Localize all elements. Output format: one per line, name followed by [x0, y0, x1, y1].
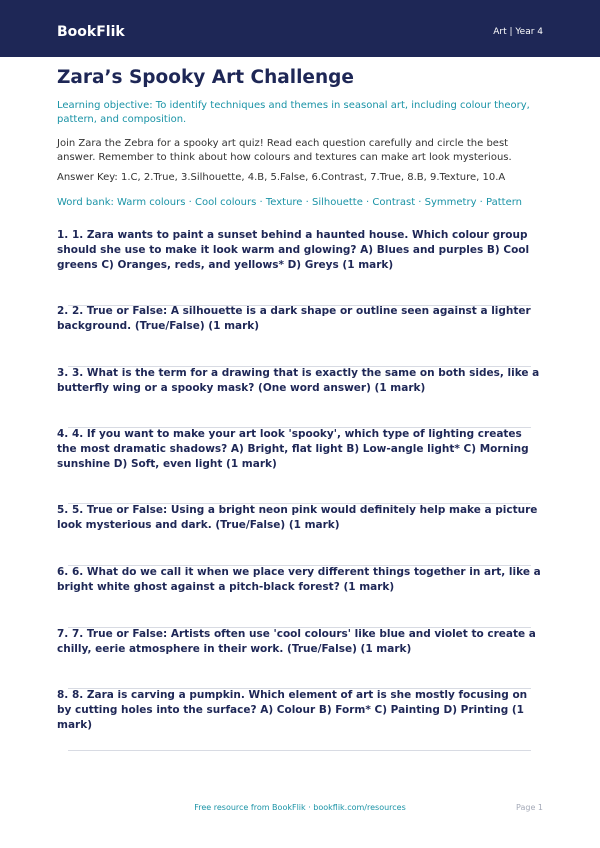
question-1: 1. 1. Zara wants to paint a sunset behind a haunted house. Which colour group should she use to make it look warm and glowing? A) Blues and purples B) Cool greens C) Oranges, reds, and yellows* D) Greys (1 mark): [57, 229, 530, 271]
answer-key: Answer Key: 1.C, 2.True, 3.Silhouette, 4.B, 5.False, 6.Contrast, 7.True, 8.B, 9.Texture, 10.A: [57, 172, 506, 183]
question-5: 5. 5. True or False: Using a bright neon pink would definitely help make a picture look mysterious and dark. (True/False) (1 mark): [57, 504, 538, 531]
question-3: 3. 3. What is the term for a drawing that is exactly the same on both sides, like a butterfly wing or a spooky mask? (One word answer) (1 mark): [57, 367, 540, 394]
subject-year: Art | Year 4: [493, 27, 543, 37]
word-bank: Word bank: Warm colours · Cool colours · Texture · Silhouette · Contrast · Symmetry · Pattern: [57, 197, 523, 208]
header-bar: [0, 0, 600, 57]
page-title: Zara’s Spooky Art Challenge: [57, 67, 354, 88]
answer-line-8: [68, 750, 531, 751]
footer-text[interactable]: Free resource from BookFlik · bookflik.com/resources: [194, 803, 406, 812]
page-number: Page 1: [516, 803, 543, 812]
question-7: 7. 7. True or False: Artists often use 'cool colours' like blue and violet to create a chilly, eerie atmosphere in their work. (True/False) (1 mark): [57, 628, 536, 655]
question-6: 6. 6. What do we call it when we place very different things together in art, like a bright white ghost against a pitch-black forest? (1 mark): [57, 566, 541, 593]
question-4: 4. 4. If you want to make your art look 'spooky', which type of lighting creates the most dramatic shadows? A) Bright, flat light B) Low-angle light* C) Morning sunshine D) Soft, even light (1 mark): [57, 428, 529, 470]
question-8: 8. 8. Zara is carving a pumpkin. Which element of art is she mostly focusing on by cutting holes into the surface? A) Colour B) Form* C) Painting D) Printing (1 mark): [57, 689, 528, 731]
brand-logo[interactable]: BookFlik: [57, 24, 125, 40]
learning-objective: Learning objective: To identify techniques and themes in seasonal art, including colour theory, pattern, and composition.: [57, 100, 530, 125]
question-2: 2. 2. True or False: A silhouette is a dark shape or outline seen against a lighter background. (True/False) (1 mark): [57, 305, 531, 332]
intro-text: Join Zara the Zebra for a spooky art quiz! Read each question carefully and circle the best answer. Remember to think about how colours and textures can make art look mysterious.: [57, 138, 512, 163]
